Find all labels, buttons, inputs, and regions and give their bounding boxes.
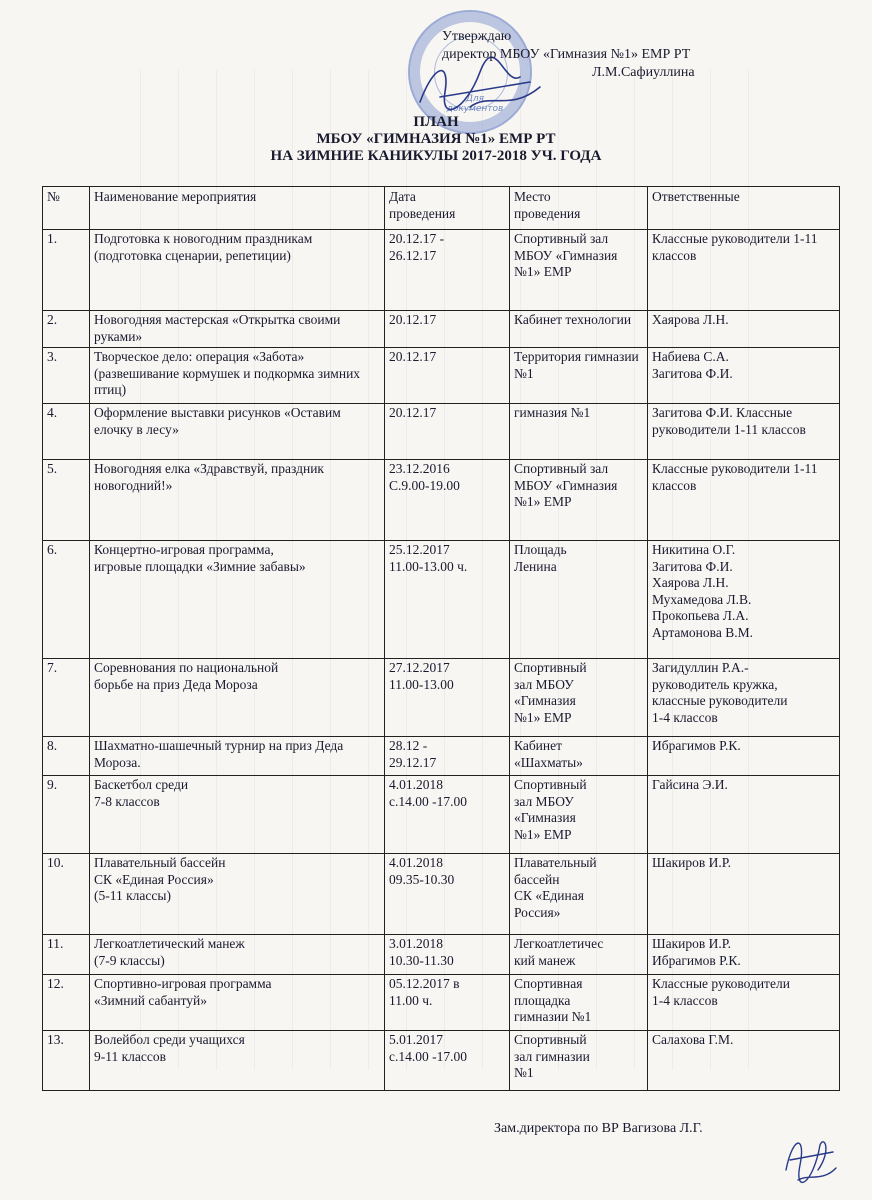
cell-name: Новогодняя мастерская «Открытка своими руками» — [90, 311, 385, 348]
cell-responsible: Никитина О.Г. Загитова Ф.И. Хаярова Л.Н. Мухамедова Л.В. Прокопьева Л.А. Артамонова В.М. — [648, 541, 840, 659]
cell-responsible: Классные руководители 1-4 классов — [648, 975, 840, 1031]
deputy-signature — [778, 1130, 840, 1190]
cell-responsible: Набиева С.А. Загитова Ф.И. — [648, 348, 840, 404]
header-responsible: Ответственные — [648, 187, 840, 230]
cell-place: Территория гимназии №1 — [510, 348, 648, 404]
cell-no: 5. — [43, 460, 90, 541]
table-row — [43, 1031, 840, 1091]
table-row — [43, 975, 840, 1031]
cell-place: Кабинет «Шахматы» — [510, 737, 648, 776]
stamp-text: Для документов — [446, 94, 504, 114]
header-name: Наименование мероприятия — [90, 187, 385, 230]
table-row — [43, 348, 840, 404]
cell-no: 9. — [43, 776, 90, 854]
events-table — [42, 186, 840, 1091]
cell-date: 4.01.2018 09.35-10.30 — [385, 854, 510, 935]
cell-place: гимназия №1 — [510, 404, 648, 460]
approval-line-3: Л.М.Сафиуллина — [592, 65, 695, 80]
cell-date: 28.12 - 29.12.17 — [385, 737, 510, 776]
cell-name: Плавательный бассейн СК «Единая Россия» (5-11 классы) — [90, 854, 385, 935]
cell-no: 12. — [43, 975, 90, 1031]
cell-responsible: Шакиров И.Р. Ибрагимов Р.К. — [648, 935, 840, 975]
cell-date: 20.12.17 — [385, 348, 510, 404]
cell-name: Баскетбол среди 7-8 классов — [90, 776, 385, 854]
cell-place: Площадь Ленина — [510, 541, 648, 659]
cell-no: 7. — [43, 659, 90, 737]
table-row — [43, 541, 840, 659]
cell-responsible: Классные руководители 1-11 классов — [648, 460, 840, 541]
cell-date: 4.01.2018 с.14.00 -17.00 — [385, 776, 510, 854]
cell-responsible: Ибрагимов Р.К. — [648, 737, 840, 776]
cell-place: Спортивный зал МБОУ «Гимназия №1» ЕМР — [510, 659, 648, 737]
cell-place: Спортивный зал МБОУ «Гимназия №1» ЕМР — [510, 460, 648, 541]
cell-place: Спортивная площадка гимназии №1 — [510, 975, 648, 1031]
cell-responsible: Гайсина Э.И. — [648, 776, 840, 854]
cell-no: 11. — [43, 935, 90, 975]
cell-place: Спортивный зал МБОУ «Гимназия №1» ЕМР — [510, 230, 648, 311]
cell-no: 13. — [43, 1031, 90, 1091]
cell-responsible: Классные руководители 1-11 классов — [648, 230, 840, 311]
cell-place: Легкоатлетичес кий манеж — [510, 935, 648, 975]
approval-line-2: директор МБОУ «Гимназия №1» ЕМР РТ — [442, 47, 691, 62]
cell-name: Спортивно-игровая программа «Зимний сабантуй» — [90, 975, 385, 1031]
cell-place: Кабинет технологии — [510, 311, 648, 348]
deputy-director-line: Зам.директора по ВР Вагизова Л.Г. — [494, 1121, 703, 1136]
cell-no: 2. — [43, 311, 90, 348]
cell-date: 20.12.17 — [385, 404, 510, 460]
cell-date: 23.12.2016 С.9.00-19.00 — [385, 460, 510, 541]
cell-place: Плавательный бассейн СК «Единая Россия» — [510, 854, 648, 935]
table-row — [43, 404, 840, 460]
table-header-row — [43, 187, 840, 230]
cell-date: 3.01.2018 10.30-11.30 — [385, 935, 510, 975]
cell-no: 1. — [43, 230, 90, 311]
cell-date: 20.12.17 - 26.12.17 — [385, 230, 510, 311]
cell-no: 8. — [43, 737, 90, 776]
cell-responsible: Загидуллин Р.А.- руководитель кружка, классные руководители 1-4 классов — [648, 659, 840, 737]
header-place: Место проведения — [510, 187, 648, 230]
cell-no: 3. — [43, 348, 90, 404]
doc-subtitle-period: НА ЗИМНИЕ КАНИКУЛЫ 2017-2018 УЧ. ГОДА — [270, 148, 602, 164]
cell-place: Спортивный зал гимназии №1 — [510, 1031, 648, 1091]
table-row — [43, 460, 840, 541]
cell-name: Соревнования по национальной борьбе на приз Деда Мороза — [90, 659, 385, 737]
cell-date: 05.12.2017 в 11.00 ч. — [385, 975, 510, 1031]
table-row — [43, 737, 840, 776]
doc-subtitle-org: МБОУ «ГИМНАЗИЯ №1» ЕМР РТ — [316, 131, 556, 147]
cell-name: Оформление выставки рисунков «Оставим елочку в лесу» — [90, 404, 385, 460]
cell-name: Волейбол среди учащихся 9-11 классов — [90, 1031, 385, 1091]
cell-responsible: Салахова Г.М. — [648, 1031, 840, 1091]
table-row — [43, 230, 840, 311]
cell-no: 4. — [43, 404, 90, 460]
cell-name: Творческое дело: операция «Забота» (развешивание кормушек и подкормка зимних птиц) — [90, 348, 385, 404]
cell-name: Новогодняя елка «Здравствуй, праздник новогодний!» — [90, 460, 385, 541]
cell-place: Спортивный зал МБОУ «Гимназия №1» ЕМР — [510, 776, 648, 854]
table-row — [43, 854, 840, 935]
cell-responsible: Загитова Ф.И. Классные руководители 1-11 классов — [648, 404, 840, 460]
table-row — [43, 935, 840, 975]
doc-title: ПЛАН — [413, 114, 459, 130]
cell-responsible: Шакиров И.Р. — [648, 854, 840, 935]
cell-date: 5.01.2017 с.14.00 -17.00 — [385, 1031, 510, 1091]
table-row — [43, 659, 840, 737]
cell-responsible: Хаярова Л.Н. — [648, 311, 840, 348]
cell-date: 27.12.2017 11.00-13.00 — [385, 659, 510, 737]
header-date: Дата проведения — [385, 187, 510, 230]
cell-name: Шахматно-шашечный турнир на приз Деда Мороза. — [90, 737, 385, 776]
cell-name: Подготовка к новогодним праздникам (подготовка сценарии, репетиции) — [90, 230, 385, 311]
header-no: № — [43, 187, 90, 230]
cell-no: 6. — [43, 541, 90, 659]
cell-date: 20.12.17 — [385, 311, 510, 348]
cell-name: Легкоатлетический манеж (7-9 классы) — [90, 935, 385, 975]
table-row — [43, 776, 840, 854]
cell-date: 25.12.2017 11.00-13.00 ч. — [385, 541, 510, 659]
cell-name: Концертно-игровая программа, игровые площадки «Зимние забавы» — [90, 541, 385, 659]
cell-no: 10. — [43, 854, 90, 935]
approval-block — [442, 28, 695, 82]
approval-line-1: Утверждаю — [442, 29, 512, 44]
table-row — [43, 311, 840, 348]
